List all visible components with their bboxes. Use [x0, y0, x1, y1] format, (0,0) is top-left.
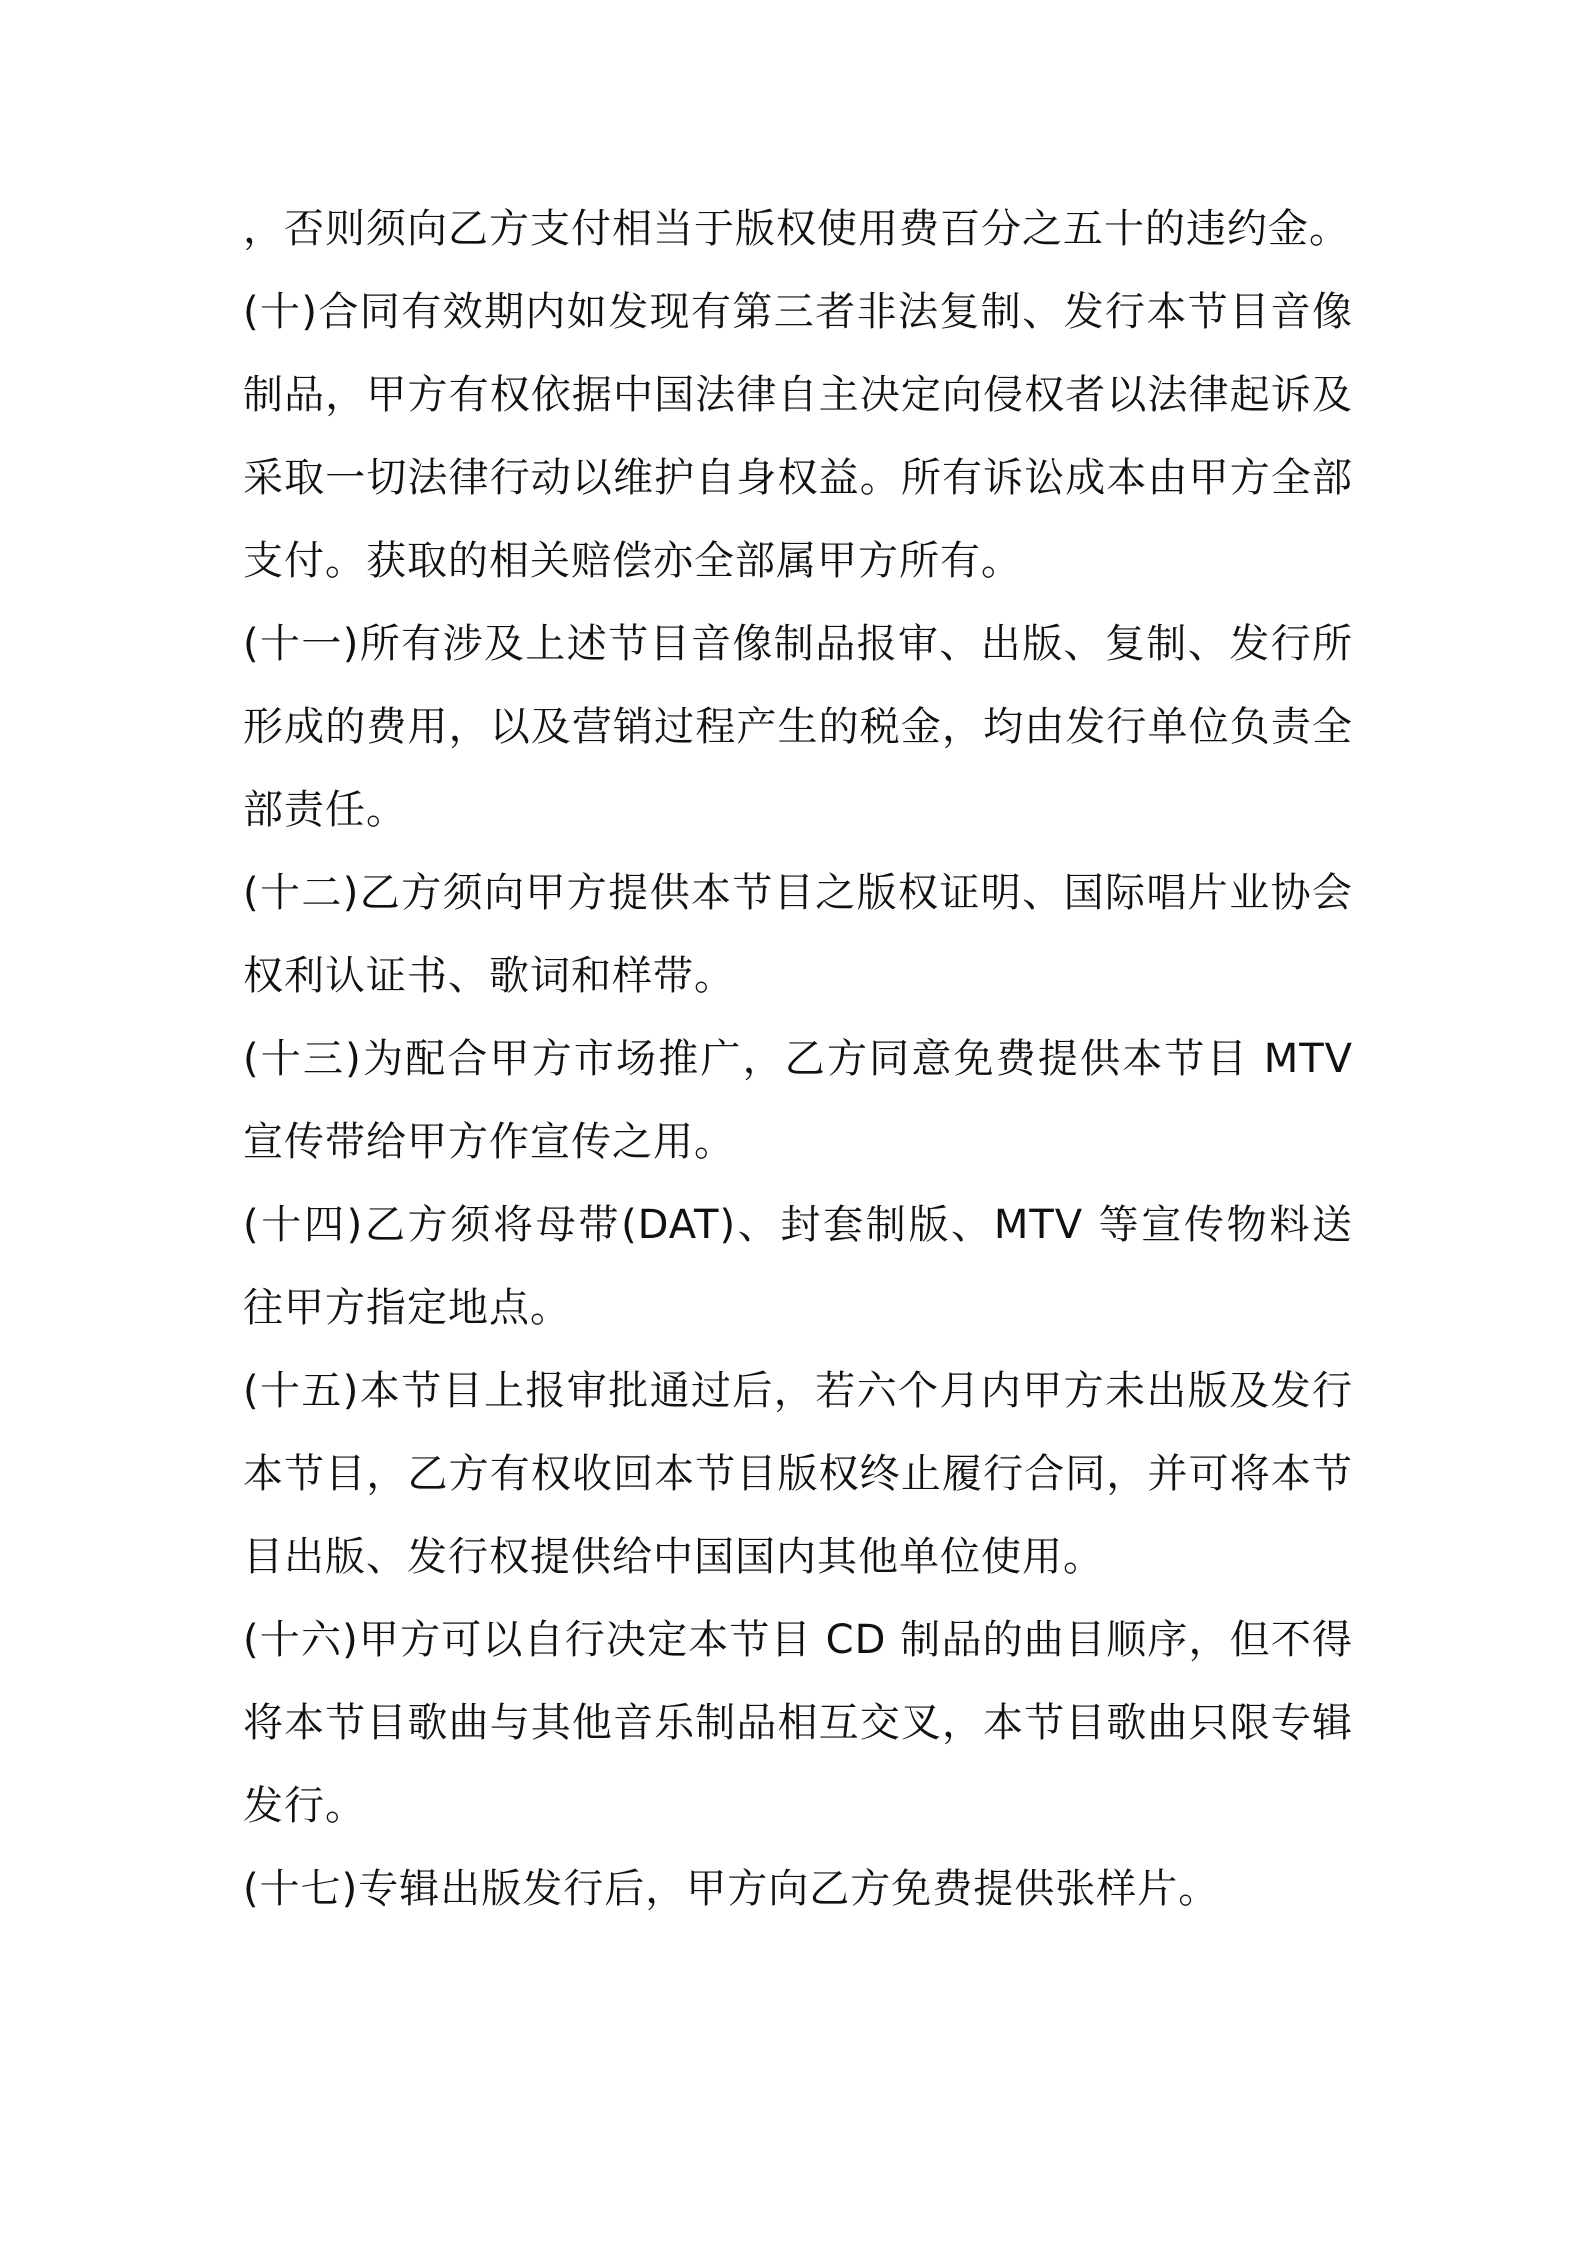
- paragraph-13-mtv-promo: (十三)为配合甲方市场推广，乙方同意免费提供本节目 MTV 宣传带给甲方作宣传之用。: [243, 1036, 1353, 1165]
- paragraph-12-copyright-proof: (十二)乙方须向甲方提供本节目之版权证明、国际唱片业协会权利认证书、歌词和样带。: [243, 870, 1353, 999]
- paragraph-14-master-tape: (十四)乙方须将母带(DAT)、封套制版、MTV 等宣传物料送往甲方指定地点。: [243, 1202, 1353, 1331]
- paragraph-11-costs: (十一)所有涉及上述节目音像制品报审、出版、复制、发行所形成的费用，以及营销过程产生的税金，均由发行单位负责全部责任。: [243, 621, 1353, 833]
- contract-body: [243, 188, 1353, 1931]
- paragraph-16-track-order: (十六)甲方可以自行决定本节目 CD 制品的曲目顺序，但不得将本节目歌曲与其他音乐制品相互交叉，本节目歌曲只限专辑发行。: [243, 1617, 1353, 1829]
- paragraph-10-infringement: (十)合同有效期内如发现有第三者非法复制、发行本节目音像制品，甲方有权依据中国法律自主决定向侵权者以法律起诉及采取一切法律行动以维护自身权益。所有诉讼成本由甲方全部支付。获取的相关赔偿亦全部属甲方所有。: [243, 289, 1353, 584]
- paragraph-17-samples: (十七)专辑出版发行后，甲方向乙方免费提供张样片。: [243, 1866, 1220, 1912]
- paragraph-penalty-continuation: ，否则须向乙方支付相当于版权使用费百分之五十的违约金。: [243, 206, 1350, 252]
- paragraph-15-approval: (十五)本节目上报审批通过后，若六个月内甲方未出版及发行本节目，乙方有权收回本节目版权终止履行合同，并可将本节目出版、发行权提供给中国国内其他单位使用。: [243, 1368, 1353, 1580]
